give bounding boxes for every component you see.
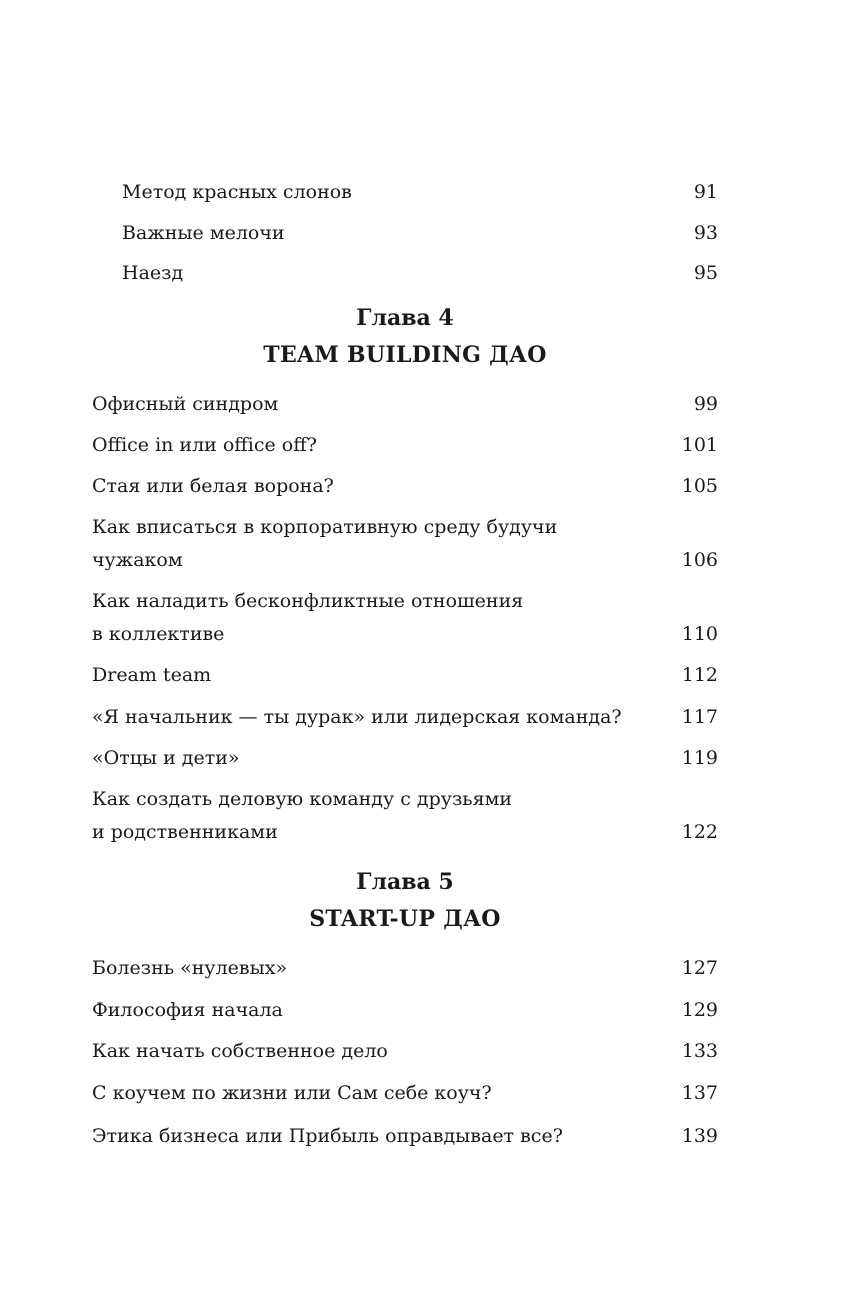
toc-entry-title: Стая или белая ворона? [92, 475, 334, 497]
toc-entry [122, 257, 718, 290]
toc-entry-title: Как наладить бесконфликтные отношения в коллективе [92, 590, 524, 645]
toc-entry [122, 176, 718, 209]
toc-entry [92, 1120, 718, 1153]
toc-entry-page: 91 [693, 181, 718, 203]
chapter-label: Глава 5 [356, 869, 454, 895]
toc-entry-page: 122 [681, 821, 718, 843]
toc-entry-title: Важные мелочи [122, 222, 285, 244]
toc-entry-title: Метод красных слонов [122, 181, 352, 203]
toc-entry-title: Office in или office off? [92, 434, 317, 456]
toc-entry-title: Философия начала [92, 999, 283, 1021]
toc-entry-title: С коучем по жизни или Сам себе коуч? [92, 1082, 492, 1104]
toc-entry [92, 952, 718, 985]
toc-entry-page: 133 [681, 1040, 718, 1062]
toc-entry [122, 217, 718, 250]
toc-entry [92, 388, 718, 421]
toc-entry-page: 105 [681, 475, 718, 497]
toc-entry [92, 783, 718, 849]
chapter-label: Глава 4 [356, 305, 454, 331]
toc-entry-page: 95 [693, 262, 718, 284]
toc-entry [92, 659, 718, 692]
toc-entry-title: Как начать собственное дело [92, 1040, 388, 1062]
toc-entry [92, 511, 718, 577]
toc-entry [92, 742, 718, 775]
toc-entry-page: 99 [693, 393, 718, 415]
toc-entry-title: Как создать деловую команду с друзьями и родственниками [92, 788, 513, 843]
toc-entry [92, 470, 718, 503]
toc-entry-page: 110 [681, 623, 718, 645]
toc-entry-title: Болезнь «нулевых» [92, 957, 288, 979]
toc-entry-page: 117 [681, 706, 718, 728]
toc-entry-page: 93 [693, 222, 718, 244]
chapter-title: START-UP ДАО [309, 906, 501, 932]
toc-entry-page: 137 [681, 1082, 718, 1104]
chapter-title: TEAM BUILDING ДАО [263, 342, 547, 368]
toc-entry [92, 1035, 718, 1068]
toc-entry-title: Этика бизнеса или Прибыль оправдывает все? [92, 1125, 563, 1147]
toc-entry-title: «Я начальник — ты дурак» или лидерская команда? [92, 706, 622, 728]
toc-entry [92, 994, 718, 1027]
toc-entry-page: 112 [681, 664, 718, 686]
toc-entry-page: 119 [681, 747, 718, 769]
toc-entry-page: 106 [681, 549, 718, 571]
toc-entry [92, 585, 718, 651]
toc-entry-title: «Отцы и дети» [92, 747, 240, 769]
toc-entry-page: 129 [681, 999, 718, 1021]
toc-entry-title: Как вписаться в корпоративную среду будучи чужаком [92, 516, 558, 571]
toc-entry-title: Офисный синдром [92, 393, 279, 415]
toc-entry-title: Наезд [122, 262, 184, 284]
toc-entry-title: Dream team [92, 664, 212, 686]
toc-entry [92, 1077, 718, 1110]
toc-entry-page: 127 [681, 957, 718, 979]
toc-entry [92, 701, 718, 734]
toc-entry [92, 429, 718, 462]
toc-entry-page: 101 [681, 434, 718, 456]
toc-entry-page: 139 [681, 1125, 718, 1147]
